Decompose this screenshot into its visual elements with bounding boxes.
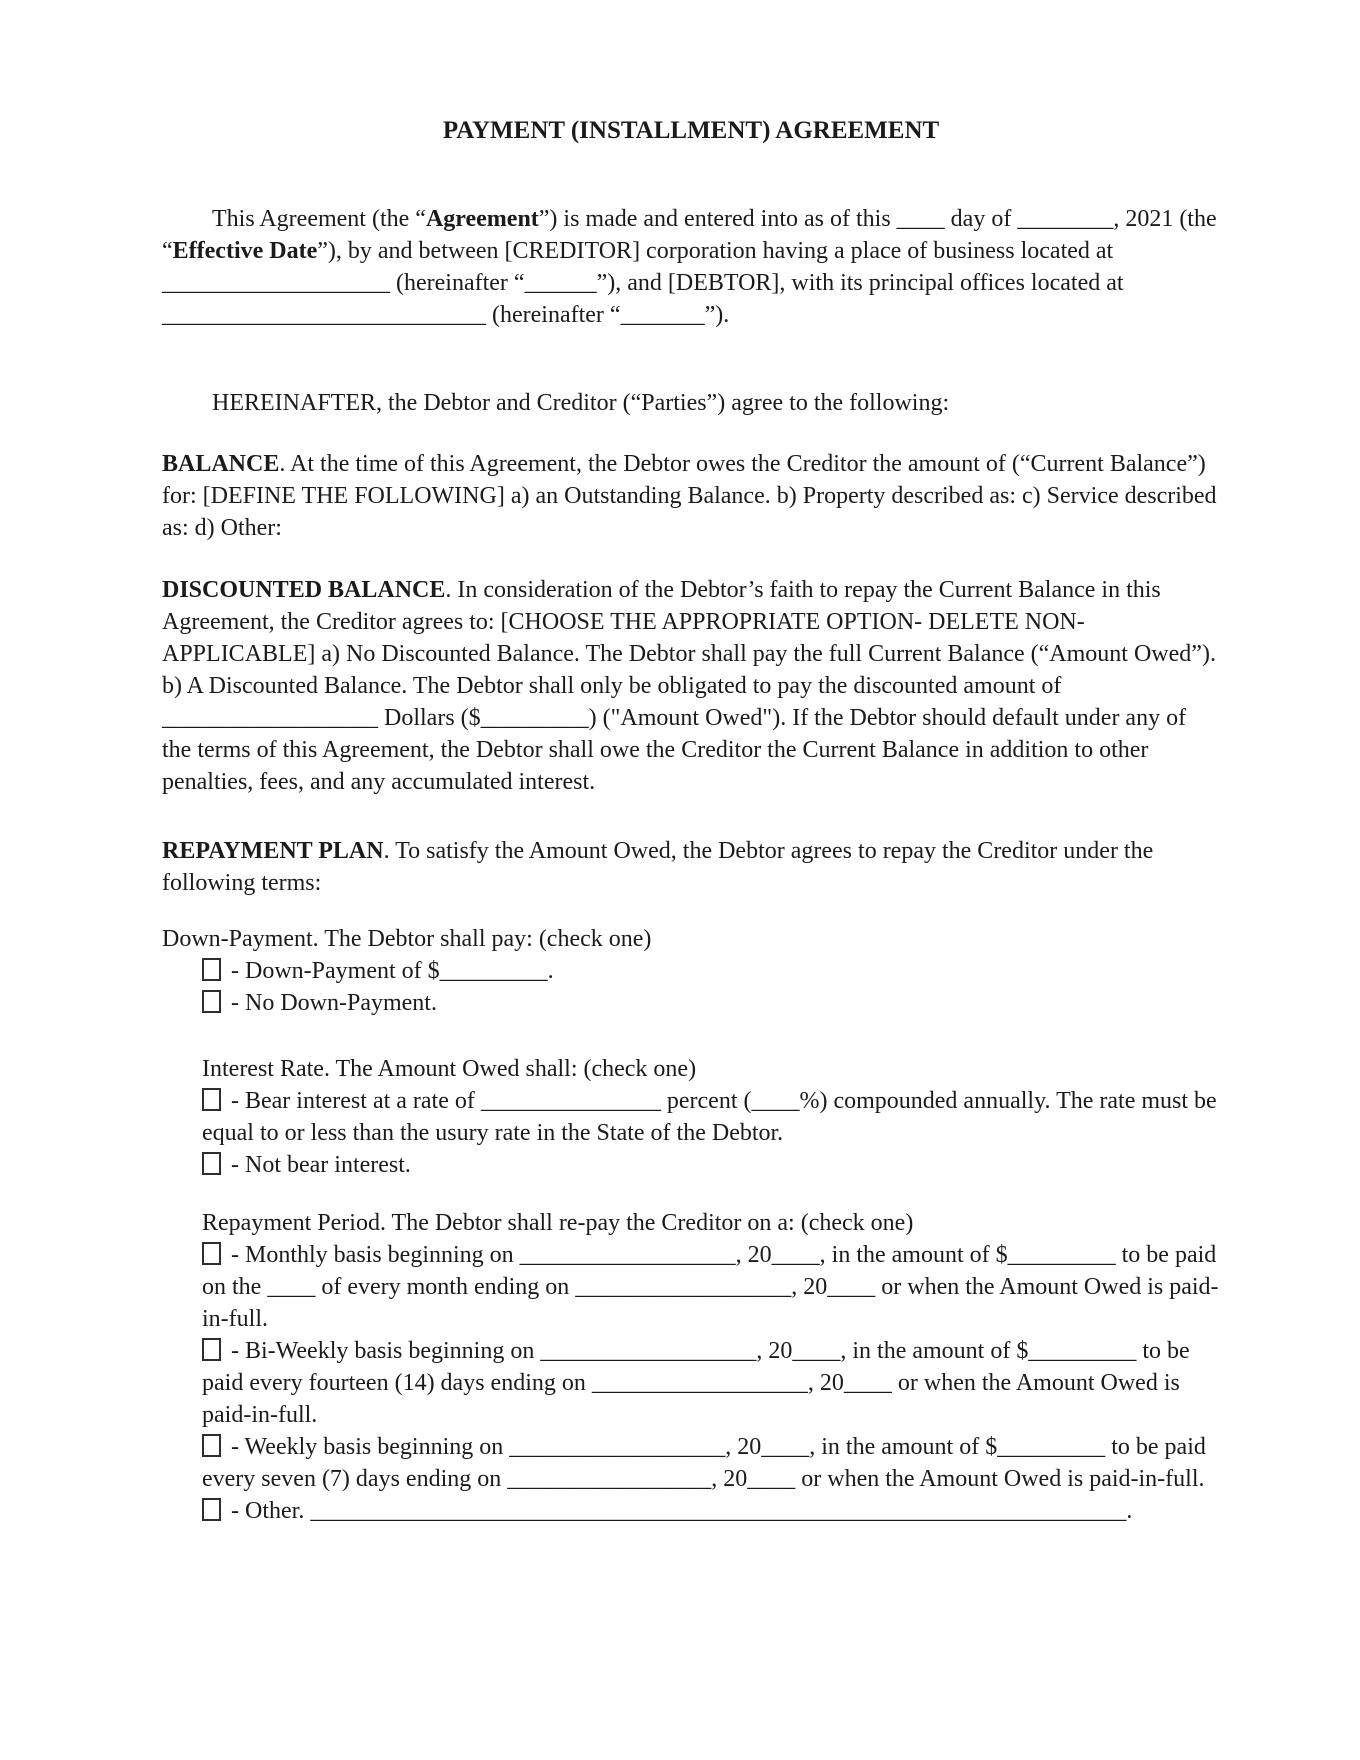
repayment-period-heading: Repayment Period. The Debtor shall re-pay the Creditor on a: (check one) <box>202 1210 914 1236</box>
option-bear-interest <box>162 1085 1220 1149</box>
option-label: - Weekly basis beginning on __________________, 20____, in the amount of $_________ to be paid every seven (7) days ending on _________________, 20____ or when the Amount Owed is paid-in-full. <box>202 1434 1206 1492</box>
down-payment-heading: Down-Payment. The Debtor shall pay: (check one) <box>162 926 652 952</box>
option-label: - No Down-Payment. <box>231 990 437 1016</box>
repayment-plan-body: . To satisfy the Amount Owed, the Debtor agrees to repay the Creditor under the following terms: <box>162 838 1154 896</box>
checkbox-icon[interactable] <box>202 1498 221 1521</box>
checkbox-icon[interactable] <box>202 1434 221 1457</box>
checkbox-icon[interactable] <box>202 990 221 1013</box>
option-weekly <box>162 1431 1220 1495</box>
option-label: - Other. ____________________________________________________________________. <box>231 1498 1133 1524</box>
down-payment-block <box>162 923 1220 1019</box>
agreement-term: Agreement <box>425 206 539 232</box>
option-biweekly <box>162 1335 1220 1431</box>
effective-date-term: Effective Date <box>172 238 318 264</box>
option-no-downpayment <box>162 987 1220 1019</box>
intro-text-3: ”), by and between [CREDITOR] corporation having a place of business located at ___________________ (hereinafter “______”), and [DEBTOR], with its principal offices located at ___________________________ (hereinafter “_______”). <box>162 238 1124 328</box>
option-label: - Bi-Weekly basis beginning on __________________, 20____, in the amount of $_________ to be paid every fourteen (14) days ending on __________________, 20____ or when the Amount Owed is paid-in-full. <box>202 1338 1190 1428</box>
option-label: - Bear interest at a rate of _______________ percent (____%) compounded annually. The rate must be equal to or less than the usury rate in the State of the Debtor. <box>202 1088 1217 1146</box>
option-not-bear-interest <box>162 1149 1220 1181</box>
section-repayment-plan <box>162 835 1220 899</box>
section-balance <box>162 448 1220 544</box>
option-other <box>162 1495 1220 1527</box>
option-label: - Down-Payment of $_________. <box>231 958 554 984</box>
discounted-balance-body: . In consideration of the Debtor’s faith to repay the Current Balance in this Agreement, the Creditor agrees to: [CHOOSE THE APPROPRIATE OPTION- DELETE NON-APPLICABLE] a) No Discounted Balance. The Debtor shall pay the full Current Balance (“Amount Owed”). b) A Discounted Balance. The Debtor shall only be obligated to pay the discounted amount of __________________ Dollars ($_________) ("Amount Owed"). If the Debtor should default under any of the terms of this Agreement, the Debtor shall owe the Creditor the Current Balance in addition to other penalties, fees, and any accumulated interest. <box>162 577 1216 795</box>
interest-rate-heading: Interest Rate. The Amount Owed shall: (check one) <box>202 1056 697 1082</box>
interest-rate-block <box>162 1053 1220 1181</box>
checkbox-icon[interactable] <box>202 1338 221 1361</box>
repayment-period-block <box>162 1207 1220 1527</box>
repayment-plan-heading: REPAYMENT PLAN <box>162 838 384 864</box>
intro-text-2: ”) is made and entered into as of this ____ day of ________, 2021 (the “ <box>162 206 1217 264</box>
option-downpayment-amount <box>162 955 1220 987</box>
checkbox-icon[interactable] <box>202 1088 221 1111</box>
checkbox-icon[interactable] <box>202 1242 221 1265</box>
checkbox-icon[interactable] <box>202 958 221 981</box>
option-monthly <box>162 1239 1220 1335</box>
discounted-balance-heading: DISCOUNTED BALANCE <box>162 577 446 603</box>
option-label: - Monthly basis beginning on __________________, 20____, in the amount of $_________ to be paid on the ____ of every month ending on __________________, 20____ or when the Amount Owed is paid-in-full. <box>202 1242 1219 1332</box>
option-label: - Not bear interest. <box>231 1152 411 1178</box>
balance-body: . At the time of this Agreement, the Debtor owes the Creditor the amount of (“Current Balance”) for: [DEFINE THE FOLLOWING] a) an Outstanding Balance. b) Property described as: c) Service described as: d) Other: <box>162 451 1217 541</box>
section-discounted-balance <box>162 574 1220 798</box>
balance-heading: BALANCE <box>162 451 280 477</box>
doc-title: PAYMENT (INSTALLMENT) AGREEMENT <box>442 117 940 144</box>
hereinafter-paragraph: HEREINAFTER, the Debtor and Creditor (“Parties”) agree to the following: <box>212 390 950 416</box>
intro-text-1: This Agreement (the “ <box>212 206 426 232</box>
checkbox-icon[interactable] <box>202 1152 221 1175</box>
intro-paragraph <box>162 203 1220 331</box>
